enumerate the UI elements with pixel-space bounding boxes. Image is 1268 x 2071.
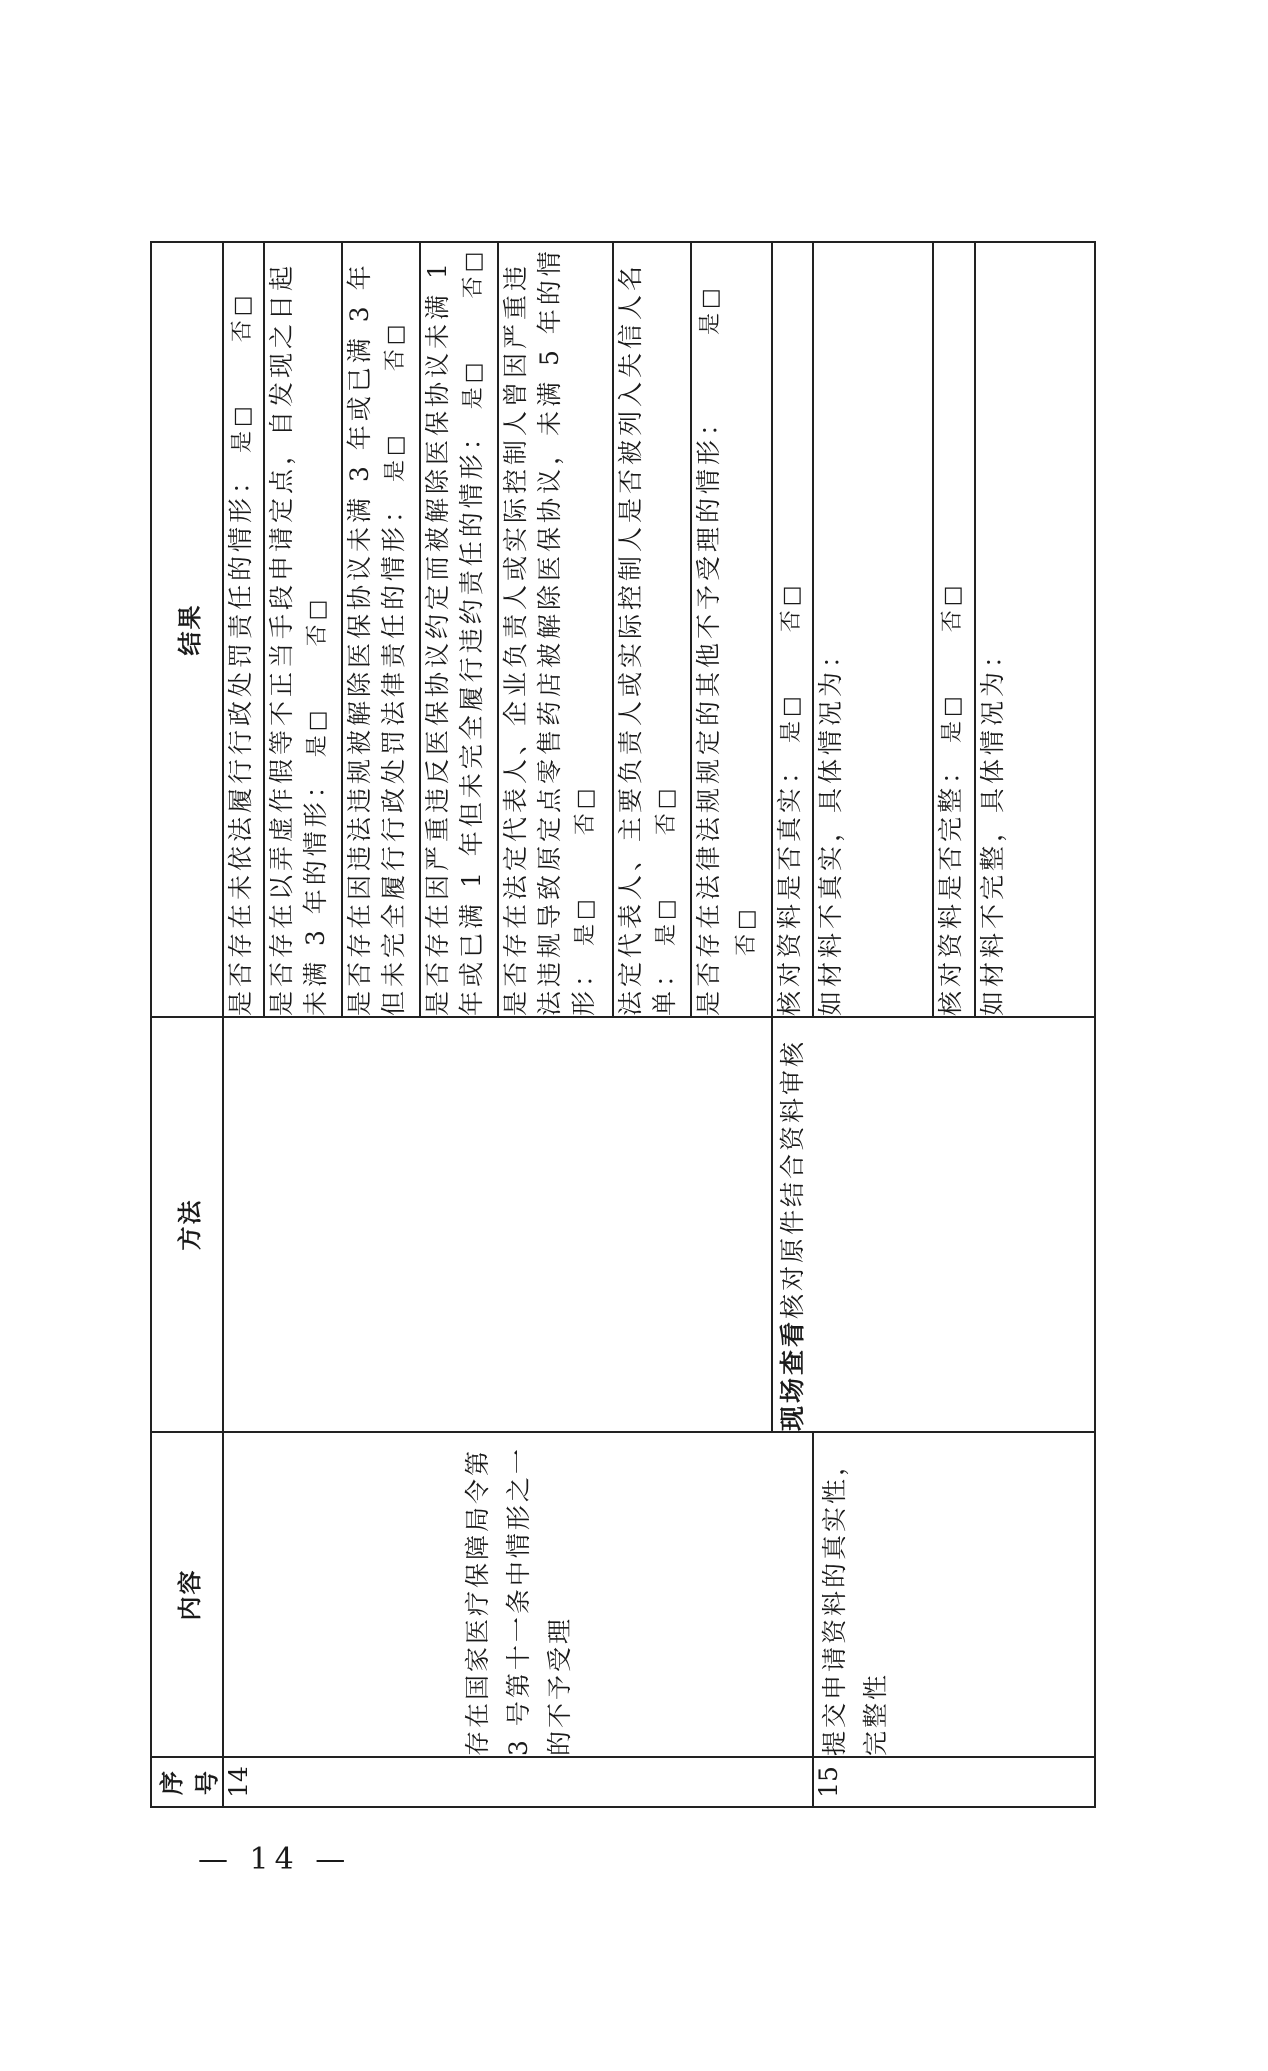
result-detail-field[interactable] [975,242,1095,1017]
header-number: 序号 [151,1757,223,1807]
method-rest-label: 核对原件结合资料审核 [777,1038,807,1319]
row-method [772,1017,1095,1432]
no-checkbox[interactable]: 否□ [461,247,487,299]
result-item [264,242,342,1017]
result-text: 是否存在因严重违反医保协议约定而被解除医保协议未满 1 年或已满 1 年但未完全履行违约责任的情形： [423,259,487,1016]
row-content: 存在国家医疗保障局令第 3 号第十一条中情形之一的不予受理 [223,1432,813,1757]
no-checkbox[interactable]: 否□ [573,784,599,836]
result-text: 如材料不完整，具体情况为： [978,638,1007,1016]
result-text: 核对资料是否完整： [936,754,965,1016]
result-text: 是否存在因违法违规被解除医保协议未满 3 年或已满 3 年但未完全履行行政处罚法律责任的情形： [345,261,409,1016]
result-text: 是否存在未依法履行行政处罚责任的情形： [226,464,255,1016]
yes-checkbox[interactable]: 是□ [940,692,965,744]
row-number: 14 [223,1757,813,1807]
result-item [498,242,613,1017]
result-item [691,242,771,1017]
no-checkbox[interactable]: 否□ [734,905,760,956]
no-checkbox[interactable]: 否□ [654,784,680,836]
header-method: 方法 [151,1017,223,1432]
no-checkbox[interactable]: 否□ [230,291,255,343]
no-checkbox[interactable]: 否□ [305,595,331,647]
rotated-table-sheet [150,243,1096,1808]
result-text: 如材料不真实，具体情况为： [816,638,845,1016]
yes-checkbox[interactable]: 是□ [461,358,487,410]
header-result: 结果 [151,242,223,1017]
header-content: 内容 [151,1432,223,1757]
result-text: 是否存在法律法规规定的其他不予受理的情形： [694,406,724,1016]
yes-checkbox[interactable]: 是□ [230,402,255,454]
row-number: 15 [813,1757,1095,1807]
row-content: 提交申请资料的真实性，完整性 [813,1432,1095,1757]
result-text: 是否存在以弄虚作假等不正当手段申请定点，自发现之日起未满 3 年的情形： [267,261,331,1016]
result-item [613,242,691,1017]
table-frame [150,243,1096,1808]
row-method-empty [223,1017,772,1432]
result-item [772,242,813,1017]
yes-checkbox[interactable]: 是□ [573,895,599,947]
yes-checkbox[interactable]: 是□ [305,706,331,758]
result-item [342,242,420,1017]
result-text: 核对资料是否真实： [774,754,804,1016]
no-checkbox[interactable]: 否□ [778,581,804,633]
result-item [420,242,498,1017]
result-detail-field[interactable] [813,242,933,1017]
yes-checkbox[interactable]: 是□ [654,895,680,947]
no-checkbox[interactable]: 否□ [383,320,409,372]
inspection-table [150,241,1096,1808]
yes-checkbox[interactable]: 是□ [698,284,724,336]
table-row [223,242,264,1807]
result-text: 法定代表人、主要负责人或实际控制人是否被列入失信人名单： [616,261,680,1016]
page-number: — 14 — [198,1842,352,1877]
method-onsite-label: 现场查看 [777,1318,807,1431]
yes-checkbox[interactable]: 是□ [383,431,409,483]
header-row [151,242,223,1807]
result-item [223,242,264,1017]
yes-checkbox[interactable]: 是□ [778,692,804,744]
no-checkbox[interactable]: 否□ [940,581,965,633]
result-item [933,242,975,1017]
result-text: 是否存在法定代表人、企业负责人或实际控制人曾因严重违法违规导致原定点零售药店被解除医保协议，未满 5 年的情形： [501,247,599,1016]
